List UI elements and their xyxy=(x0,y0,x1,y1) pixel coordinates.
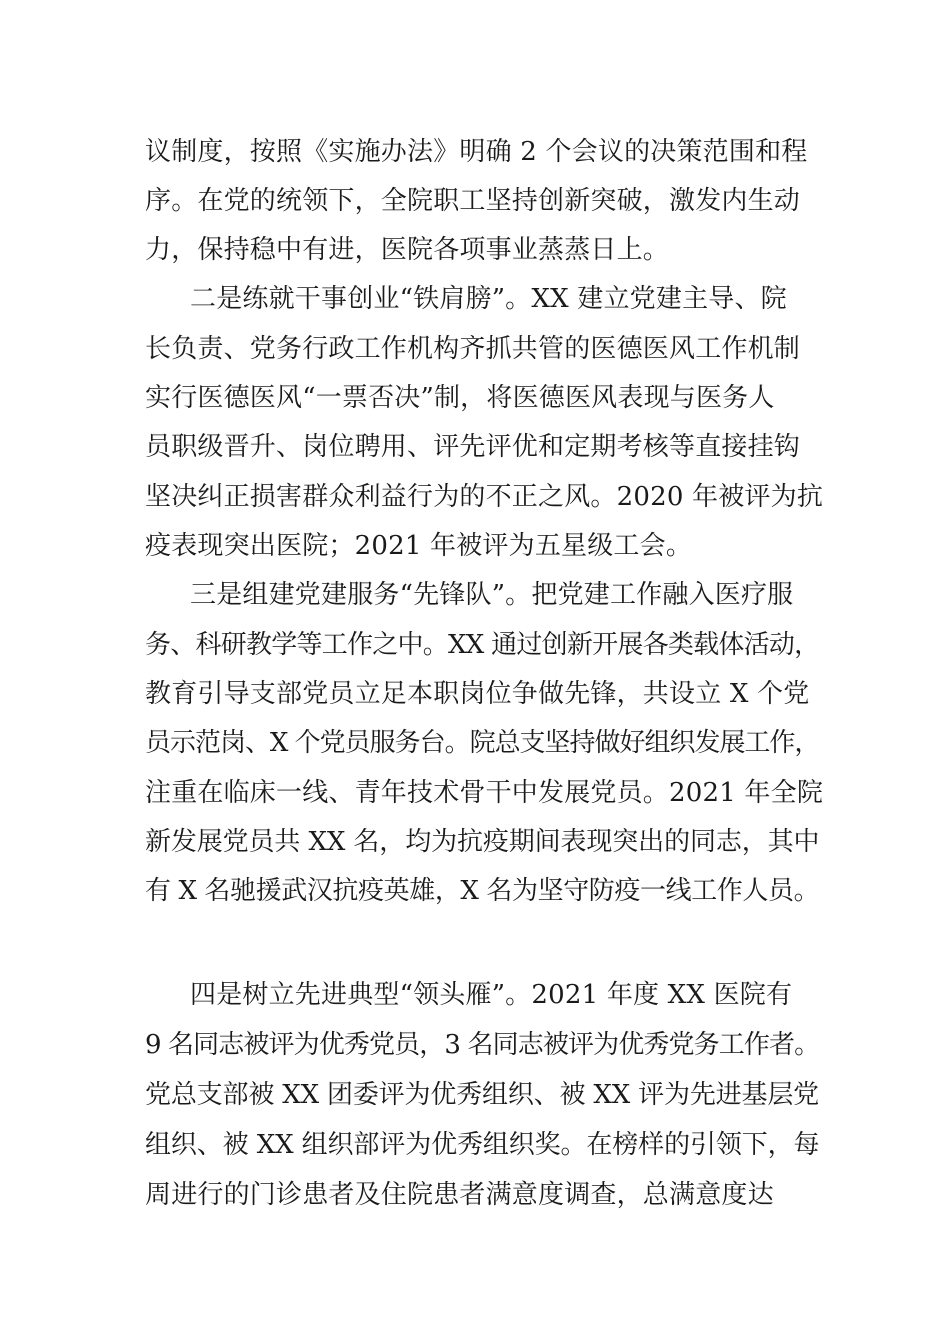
text-line: 力，保持稳中有进，医院各项事业蒸蒸日上。 xyxy=(145,235,670,265)
text-line: 党总支部被 XX 团委评为优秀组织、被 XX 评为先进基层党 xyxy=(145,1080,819,1110)
text-line: 新发展党员共 XX 名，均为抗疫期间表现突出的同志，其中 xyxy=(145,827,820,857)
text-line: 注重在临床一线、青年技术骨干中发展党员。2021 年全院 xyxy=(145,778,824,808)
text-line: 二是练就干事创业“铁肩膀”。XX 建立党建主导、院 xyxy=(190,284,787,314)
text-line: 员示范岗、X 个党员服务台。院总支坚持做好组织发展工作， xyxy=(145,728,820,758)
text-line: 组织、被 XX 组织部评为优秀组织奖。在榜样的引领下，每 xyxy=(145,1130,820,1160)
text-line: 序。在党的统领下，全院职工坚持创新突破，激发内生动 xyxy=(145,186,801,216)
text-line: 员职级晋升、岗位聘用、评先评优和定期考核等直接挂钩 xyxy=(145,432,801,462)
text-line: 务、科研教学等工作之中。XX 通过创新开展各类载体活动， xyxy=(145,630,820,660)
text-line: 议制度，按照《实施办法》明确 2 个会议的决策范围和程 xyxy=(145,137,808,167)
text-line: 三是组建党建服务“先锋队”。把党建工作融入医疗服 xyxy=(190,580,794,610)
text-line: 周进行的门诊患者及住院患者满意度调查，总满意度达 xyxy=(145,1180,774,1210)
text-line: 坚决纠正损害群众利益行为的不正之风。2020 年被评为抗 xyxy=(145,482,824,512)
text-line: 有 X 名驰援武汉抗疫英雄，X 名为坚守防疫一线工作人员。 xyxy=(145,876,820,906)
text-line: 9 名同志被评为优秀党员，3 名同志被评为优秀党务工作者。 xyxy=(145,1030,820,1060)
text-line: 教育引导支部党员立足本职岗位争做先锋，共设立 X 个党 xyxy=(145,679,810,709)
text-line: 实行医德医风“一票否决”制，将医德医风表现与医务人 xyxy=(145,383,775,413)
text-line: 四是树立先进典型“领头雁”。2021 年度 XX 医院有 xyxy=(190,980,793,1010)
text-line: 长负责、党务行政工作机构齐抓共管的医德医风工作机制 xyxy=(145,334,801,364)
text-line: 疫表现突出医院；2021 年被评为五星级工会。 xyxy=(145,531,693,561)
